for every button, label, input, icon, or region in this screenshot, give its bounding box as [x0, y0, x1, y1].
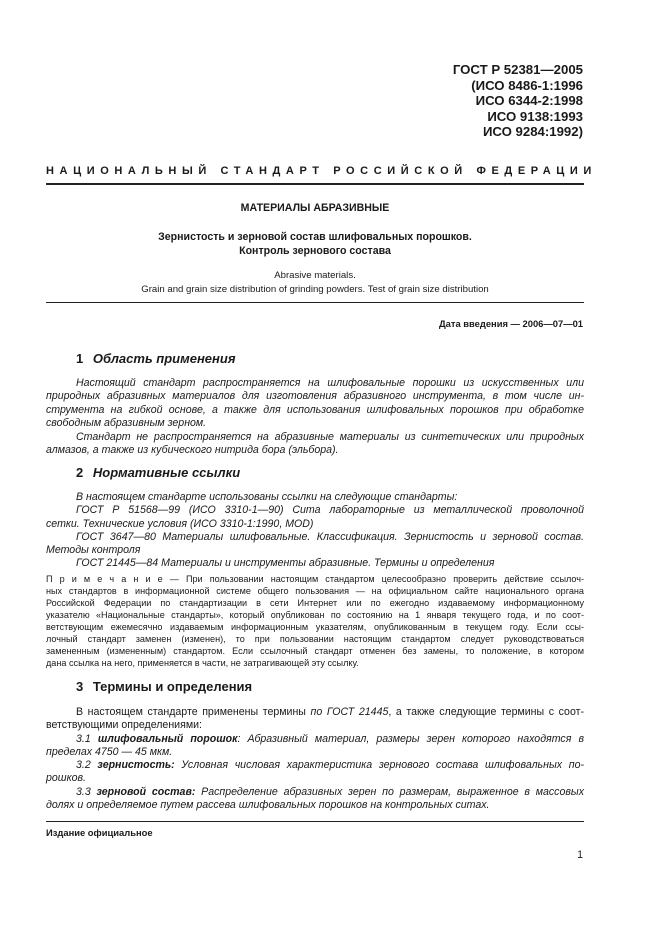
section-2-note — [46, 573, 584, 669]
note-line: лочный стандарт заменен (изменен), то при пользовании настоящим стандартом следует руководствоваться — [46, 634, 584, 644]
text-line: природных абразивных материалов для изготовления абразивного инструмента, в том числе ин- — [46, 390, 584, 403]
title-rule — [46, 302, 584, 303]
note-line: указателю «Национальные стандарты», который опубликован по состоянию на 1 января текущего года, и по соот- — [46, 610, 584, 620]
text-line: струмента на гибкой основе, а также для использования шлифовальных порошков при обработке — [46, 403, 584, 416]
section-3-heading — [76, 679, 252, 694]
english-title-line: Grain and grain size distribution of grinding powders. Test of grain size distribution — [141, 284, 489, 295]
note-line: замененным (измененным) стандартом. Если ссылочный стандарт отменен без замены, то положение, в котором — [46, 646, 584, 656]
section-1-heading — [76, 351, 236, 366]
reference-line: ГОСТ 3647—80 Материалы шлифовальные. Классификация. Зернистость и зерновой состав. — [76, 530, 584, 543]
term-number: 3.1 — [76, 732, 98, 745]
designation-line: ГОСТ Р 52381—2005 — [452, 62, 583, 77]
reference-line: ГОСТ Р 51568—99 (ИСО 3310-1—90) Сита лабораторные из металлической проволочной — [76, 504, 584, 517]
reference-line: сетки. Технические условия (ИСО 3310-1:1990, MOD) — [46, 517, 314, 530]
term-name: зернистость: — [97, 759, 175, 772]
edition-label: Издание официальное — [46, 827, 153, 838]
text-line: ветствующими определениями: — [46, 719, 202, 732]
term-name: шлифовальный порошок — [97, 732, 238, 745]
page-number: 1 — [577, 849, 583, 861]
introduction-date: Дата введения — 2006—07—01 — [438, 318, 583, 329]
term-line: рошков. — [46, 772, 86, 785]
term-number: 3.3 — [76, 785, 97, 798]
section-number: 1 — [76, 351, 84, 366]
section-3-body — [46, 706, 584, 812]
note-line — [46, 573, 584, 585]
footer-rule — [46, 821, 584, 822]
national-standard-banner: НАЦИОНАЛЬНЫЙ СТАНДАРТ РОССИЙСКОЙ ФЕДЕРАЦИИ — [46, 165, 597, 177]
reference-run: по ГОСТ 21445 — [310, 706, 389, 718]
note-line: ветствующим ежемесячно издаваемым информационным указателям, опубликованным в текущем году. Если ссы- — [46, 622, 584, 632]
term-definition: Распределение абразивных зерен по размерам, выраженное в массовых — [195, 785, 584, 798]
term-line: долях и определяемое путем рассева шлифовальных порошков на контрольных ситах. — [46, 799, 490, 812]
text-run: В настоящем стандарте применены термины — [76, 706, 311, 718]
standard-designation — [453, 62, 583, 140]
text-line: алмазов, а также из кубического нитрида бора (эльбора). — [46, 444, 339, 457]
subtitle-line: Зернистость и зерновой состав шлифовальных порошков. — [158, 231, 472, 243]
term-definition: : Абразивный материал, размеры зерен которого находятся в — [237, 732, 584, 745]
references-intro: В настоящем стандарте использованы ссылки на следующие стандарты: — [76, 491, 458, 503]
term-line: пределах 4750 — 45 мкм. — [46, 745, 173, 758]
term-line — [46, 786, 584, 799]
note-line: ных стандартов в информационной системе общего пользования — на официальном сайте национального органа — [46, 586, 584, 596]
banner-rule — [46, 183, 584, 185]
document-title: МАТЕРИАЛЫ АБРАЗИВНЫЕ — [240, 202, 390, 214]
designation-line: ИСО 6344-2:1998 — [475, 93, 583, 109]
text-line — [46, 706, 584, 719]
note-label: П р и м е ч а н и е — — [46, 574, 179, 584]
section-number: 3 — [76, 679, 84, 694]
designation-line: ИСО 9138:1993 — [487, 108, 583, 124]
note-text: При пользовании настоящим стандартом целесообразно проверить действие ссылоч- — [178, 574, 585, 584]
section-1-paragraph-1 — [46, 377, 584, 430]
reference-line: Методы контроля — [46, 544, 141, 557]
text-line: Стандарт не распространяется на абразивные материалы из синтетических или природных — [76, 431, 584, 443]
note-line: дана ссылка на него, применяется в части, не затрагивающей эту ссылку. — [46, 658, 359, 668]
term-number: 3.2 — [76, 759, 98, 772]
reference-line: ГОСТ 21445—84 Материалы и инструменты абразивные. Термины и определения — [76, 557, 495, 570]
designation-line: ИСО 9284:1992) — [482, 124, 583, 140]
subtitle-line: Контроль зернового состава — [239, 245, 391, 257]
english-title-line: Abrasive materials. — [274, 270, 356, 281]
section-1-paragraph-2 — [46, 431, 584, 458]
term-line — [46, 759, 584, 772]
section-title: Термины и определения — [92, 679, 253, 694]
text-line: Настоящий стандарт распространяется на шлифовальные порошки из искусственных или — [76, 377, 584, 389]
section-title: Нормативные ссылки — [92, 465, 241, 480]
note-line: Российской Федерации по стандартизации в сети Интернет или по ежегодно издаваемому информационному — [46, 598, 584, 608]
section-2-references — [46, 491, 584, 571]
section-number: 2 — [76, 465, 84, 480]
section-title: Область применения — [92, 351, 236, 366]
text-run: , а также следующие термины с соот- — [388, 706, 584, 718]
designation-line: (ИСО 8486-1:1996 — [471, 77, 583, 93]
document-subtitle — [46, 230, 584, 258]
english-title — [46, 269, 584, 297]
section-2-heading — [76, 465, 240, 480]
term-definition: Условная числовая характеристика зернового состава шлифовальных по- — [174, 759, 584, 772]
term-name: зерновой состав: — [96, 785, 196, 798]
text-line: свободным абразивным зерном. — [46, 416, 207, 429]
term-line — [46, 733, 584, 746]
